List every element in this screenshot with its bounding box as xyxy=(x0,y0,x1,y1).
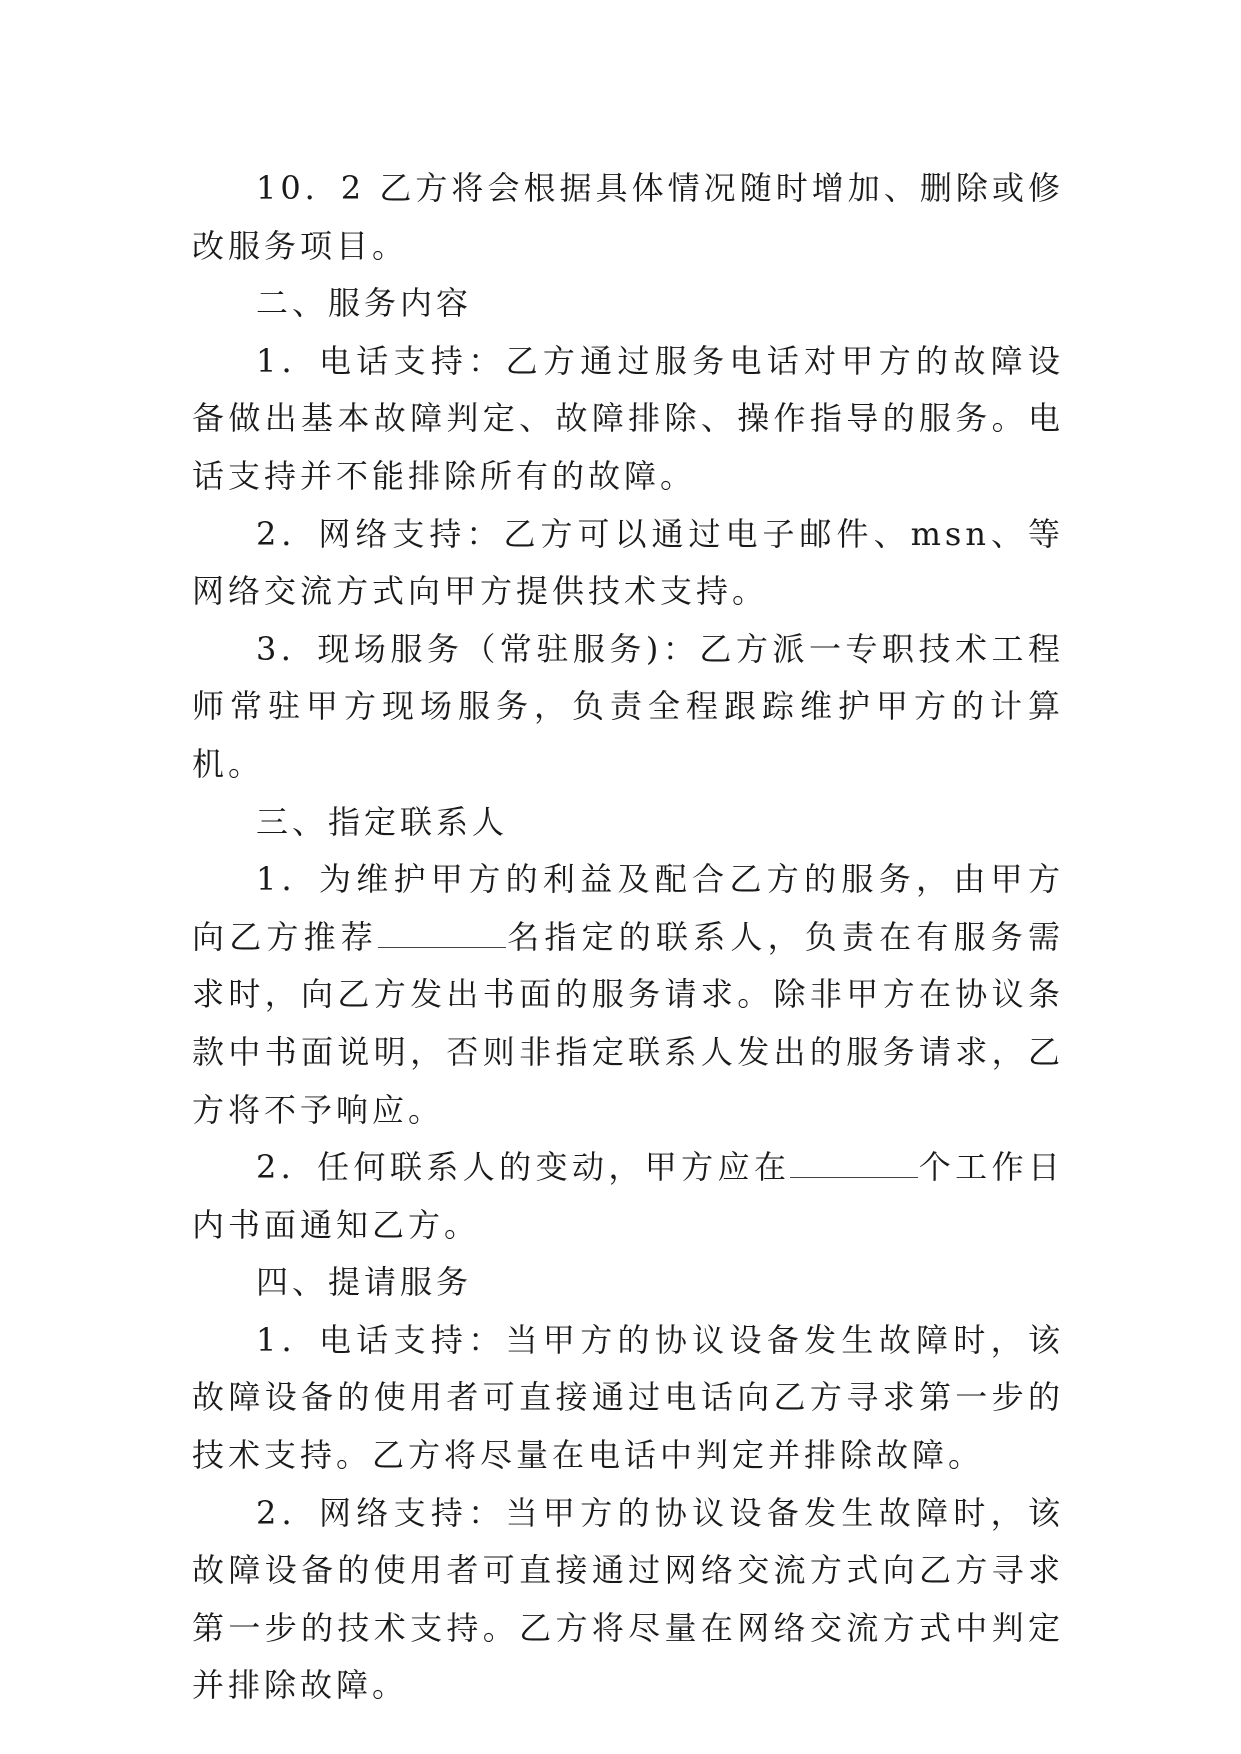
clause-10-2: 10．2 乙方将会根据具体情况随时增加、删除或修改服务项目。 xyxy=(192,169,1064,265)
section-4-item-1: 1．电话支持：当甲方的协议设备发生故障时，该故障设备的使用者可直接通过电话向乙方寻求第一步的技术支持。乙方将尽量在电话中判定并排除故障。 xyxy=(192,1320,1064,1475)
section-2-heading: 二、服务内容 xyxy=(256,284,473,323)
contact-count-blank[interactable] xyxy=(378,921,506,948)
section-3-item-1-after: 名指定的联系人，负责在有服务需求时，向乙方发出书面的服务请求。除非甲方在协议条款中书面说明，否则非指定联系人发出的服务请求，乙方将不予响应。 xyxy=(192,917,1064,1129)
section-3-heading: 三、指定联系人 xyxy=(256,802,509,841)
section-3-item-1-before: 1．为维护甲方的利益及配合乙方的服务，由甲方向乙方推荐 xyxy=(192,860,1064,956)
section-3-item-2-before: 2．任何联系人的变动，甲方应在 xyxy=(256,1148,791,1187)
section-3-item-1 xyxy=(192,851,1064,1139)
section-4-item-2: 2．网络支持：当甲方的协议设备发生故障时，该故障设备的使用者可直接通过网络交流方式向乙方寻求第一步的技术支持。乙方将尽量在网络交流方式中判定并排除故障。 xyxy=(192,1493,1064,1705)
document-body xyxy=(192,160,1064,1715)
section-3-item-2-after: 个工作日内书面通知乙方。 xyxy=(192,1148,1064,1244)
section-4-heading: 四、提请服务 xyxy=(256,1263,473,1302)
section-2-item-2: 2．网络支持：乙方可以通过电子邮件、msn、等网络交流方式向甲方提供技术支持。 xyxy=(192,514,1064,611)
section-3-item-2 xyxy=(192,1139,1064,1254)
section-2-item-1: 1．电话支持：乙方通过服务电话对甲方的故障设备做出基本故障判定、故障排除、操作指导的服务。电话支持并不能排除所有的故障。 xyxy=(192,341,1064,495)
workdays-blank[interactable] xyxy=(790,1151,918,1178)
section-2-item-3: 3．现场服务（常驻服务)：乙方派一专职技术工程师常驻甲方现场服务，负责全程跟踪维护甲方的计算机。 xyxy=(192,629,1064,783)
